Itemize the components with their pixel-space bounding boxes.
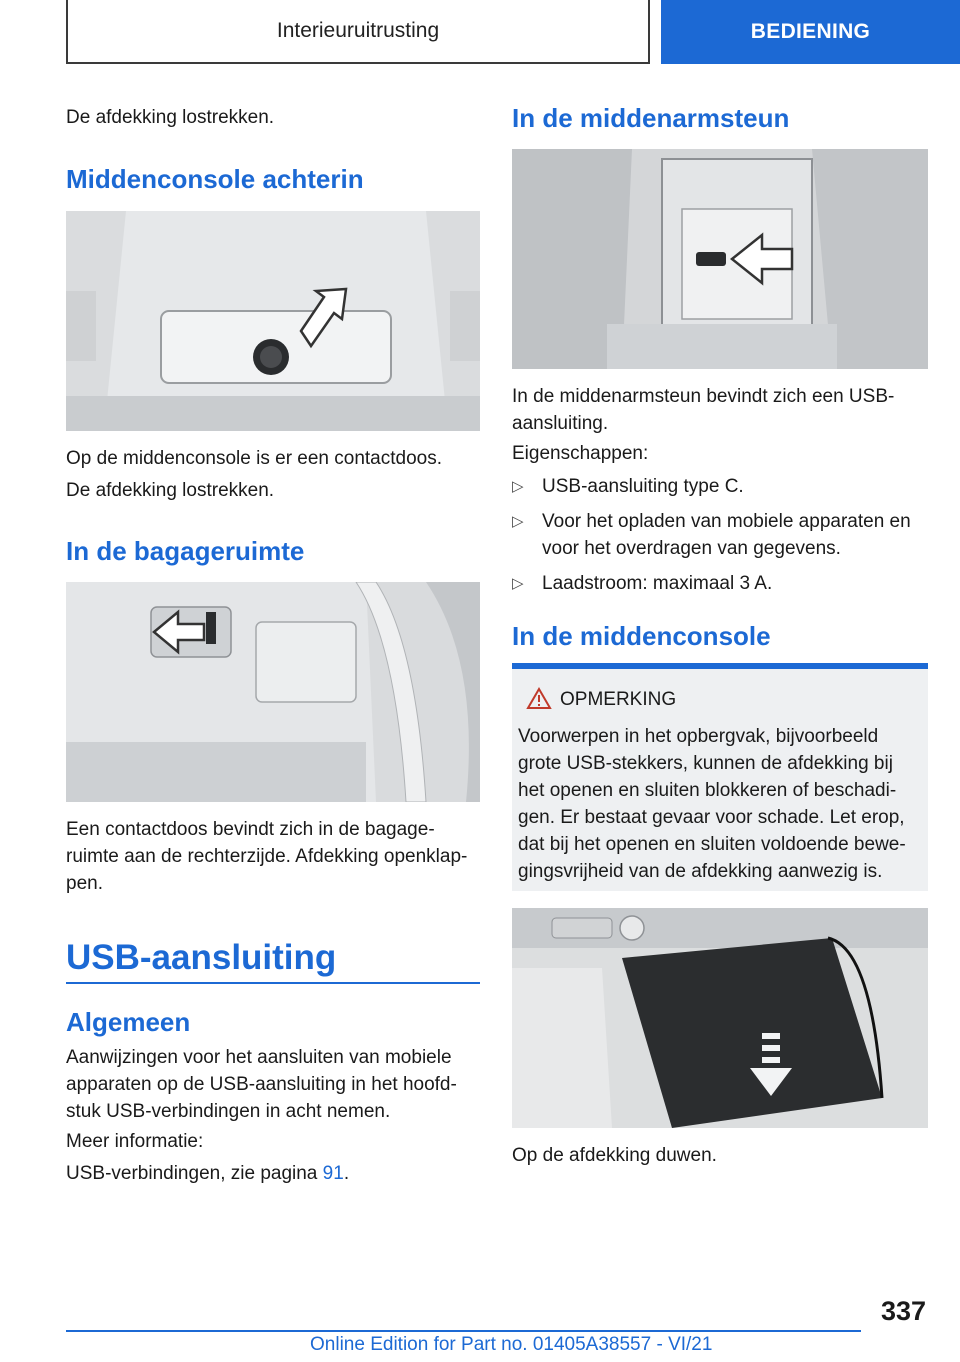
- heading-rear-console: Middenconsole achterin: [66, 164, 364, 194]
- page-number: 337: [880, 1296, 926, 1326]
- bullet-triangle-icon: ▷: [512, 478, 524, 495]
- header-chapter-title: BEDIENING: [750, 20, 871, 43]
- heading-luggage: In de bagageruimte: [66, 536, 305, 566]
- warning-note: [512, 669, 928, 891]
- bullet-triangle-icon: ▷: [512, 575, 524, 592]
- header-section-title: Interieuruitrusting: [276, 19, 440, 42]
- intro-text: De afdekking lostrekken.: [66, 107, 275, 128]
- photo-armrest: [512, 149, 928, 369]
- usb-heading-rule: [66, 982, 480, 984]
- heading-armrest: In de middenarmsteun: [512, 103, 790, 133]
- usb-reference-page-link[interactable]: 91: [322, 1163, 344, 1184]
- footer-edition: Online Edition for Part no. 01405A38557 - VI/21: [310, 1334, 713, 1355]
- heading-usb: USB-aansluiting: [66, 938, 337, 977]
- header-chapter-tab[interactable]: [661, 0, 960, 64]
- note-text: Voorwerpen in het opbergvak, bijvoorbeeld grote USB-stekkers, kunnen de afdekking bij het openen en sluiten blokkeren of beschadi-gen. Er bestaat gevaar voor schade. Let erop, dat bij het openen en sluiten voldoende bewe-gingsvrijheid van de afdekking aanwezig is.: [518, 726, 906, 882]
- bullet-triangle-icon: ▷: [512, 513, 524, 530]
- armrest-illustration: [512, 149, 928, 369]
- luggage-illustration: [66, 582, 480, 802]
- list-item: [512, 508, 928, 562]
- list-item-text: USB-aansluiting type C.: [542, 476, 744, 497]
- rear-console-illustration: [66, 211, 480, 431]
- list-item: [512, 570, 928, 597]
- center-console-illustration: [512, 908, 928, 1128]
- list-item-text: Voor het opladen van mobiele apparaten en voor het overdragen van gegevens.: [542, 511, 911, 559]
- usb-reference-end: .: [343, 1163, 350, 1184]
- photo-center-console: [512, 908, 928, 1128]
- footer-rule: [66, 1330, 861, 1332]
- list-item: [512, 473, 928, 500]
- note-label: OPMERKING: [560, 689, 677, 710]
- luggage-text: Een contactdoos bevindt zich in de bagage-ruimte aan de rechterzijde. Afdekking openklap-pen.: [66, 819, 468, 894]
- photo-rear-console: [66, 211, 480, 431]
- armrest-props-label: Eigenschappen:: [512, 443, 649, 464]
- usb-text-1: Aanwijzingen voor het aansluiten van mobiele apparaten op de USB-aansluiting in het hoofd-stuk USB-verbindingen in acht nemen.: [66, 1047, 457, 1122]
- header-section-tab: [66, 0, 650, 64]
- heading-general: Algemeen: [66, 1007, 191, 1037]
- usb-text-2: Meer informatie:: [66, 1131, 204, 1152]
- photo-luggage: [66, 582, 480, 802]
- usb-reference-text: USB-verbindingen, zie pagina: [66, 1163, 323, 1184]
- rear-console-text-1: Op de middenconsole is er een contactdoos.: [66, 448, 443, 469]
- armrest-props-list: [512, 473, 928, 605]
- heading-center-console: In de middenconsole: [512, 621, 771, 651]
- usb-reference: [66, 1160, 480, 1187]
- list-item-text: Laadstroom: maximaal 3 A.: [542, 573, 773, 594]
- armrest-text: In de middenarmsteun bevindt zich een USB-aansluiting.: [512, 386, 895, 434]
- center-console-text: Op de afdekking duwen.: [512, 1145, 717, 1166]
- rear-console-text-2: De afdekking lostrekken.: [66, 480, 275, 501]
- warning-icon: [526, 687, 552, 715]
